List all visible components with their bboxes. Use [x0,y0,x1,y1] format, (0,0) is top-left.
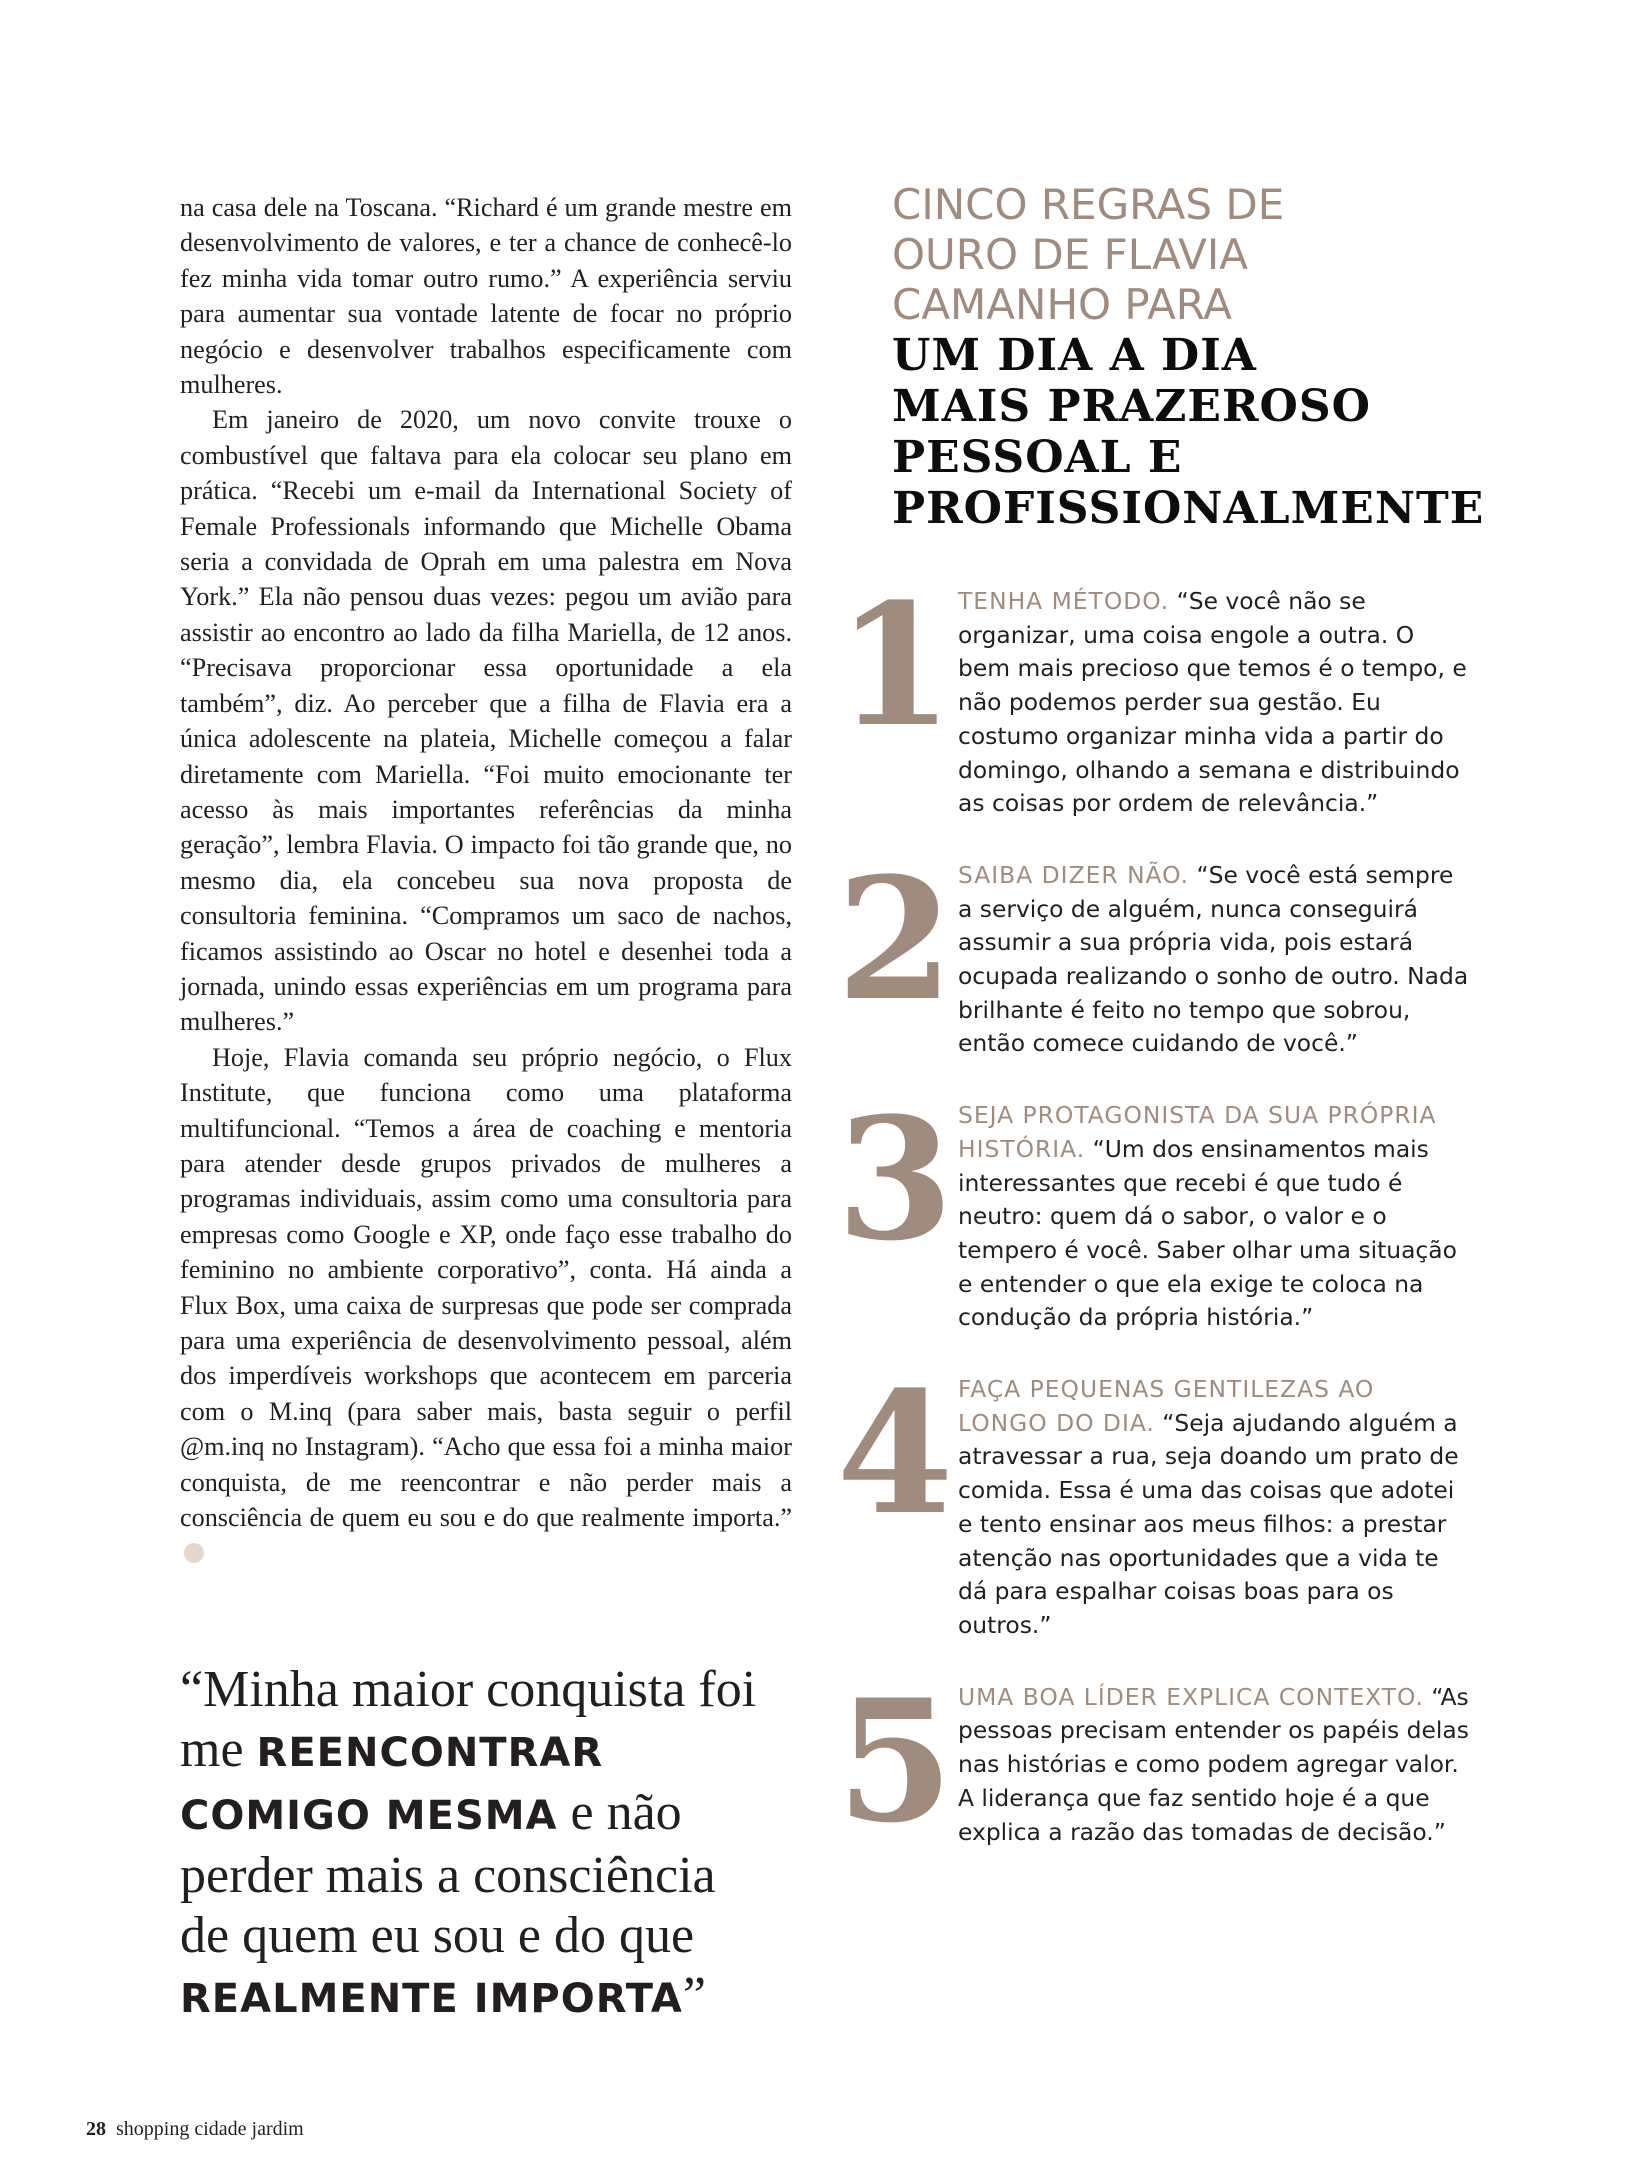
rule-number-2: 2 [836,839,954,1038]
rule-item-3 [830,1080,1470,1335]
rule-body-5 [958,1681,1470,1850]
rule-text-3: “Um dos ensinamentos mais interessantes que recebi é que tudo é neutro: quem dá o sabor, o valor e o tempero é você. Saber olhar uma situação e entender o que ela exige te coloca na condução da própria história.” [958,1134,1457,1332]
pull-quote [180,1660,760,2029]
rule-number-1: 1 [836,566,954,764]
rule-heading-2: SAIBA DIZER NÃO. [958,860,1190,889]
article-paragraph-1: na casa dele na Toscana. “Richard é um grande mestre em desenvolvimento de valores, e ter a chance de conhecê-lo fez minha vida tomar outro rumo.” A experiência serviu para aumentar sua vontade latente de focar no próprio negócio e desenvolver trabalhos especificamente com mulheres. [180,193,792,400]
sidebar-title-heavy-1: UM DIA A DIA [892,330,1257,381]
rule-body-3 [958,1099,1470,1335]
article-paragraph-3 [180,1040,792,1571]
page-footer [86,2118,304,2141]
rule-text-2: “Se você está sempre a serviço de alguém, nunca conseguirá assumir a sua própria vida, pois estará ocupada realizando o sonho de outro. Nada brilhante é feito no tempo que sobrou, então comece cuidando de você.” [958,860,1469,1058]
pull-quote-part-2: e não perder mais a consciência de quem eu sou e do que [180,1784,716,1964]
pull-quote-bold-1: REENCONTRAR COMIGO MESMA [180,1730,604,1839]
pull-quote-bold-2: REALMENTE IMPORTA [180,1976,683,2022]
rule-text-1: “Se você não se organizar, uma coisa engole a outra. O bem mais precioso que temos é o tempo, e não podemos perder sua gestão. Eu costumo organizar minha vida a partir do domingo, olhando a semana e distribuindo as coisas por ordem de relevância.” [958,587,1467,818]
rule-heading-4: FAÇA PEQUENAS GENTILEZAS AO LONGO DO DIA. [958,1375,1375,1437]
rule-number-3: 3 [836,1080,954,1279]
rule-body-1 [958,585,1470,821]
pull-quote-part-3: ” [682,1967,706,2024]
article-paragraph-2: Em janeiro de 2020, um novo convite trouxe o combustível que faltava para ela colocar seu plano em prática. “Recebi um e-mail da International Society of Female Professionals informando que Michelle Obama seria a convidada de Oprah em uma palestra em Nova York.” Ela não pensou duas vezes: pegou um avião para assistir ao encontro ao lado da filha Mariella, de 12 anos. “Precisava proporcionar essa oportunidade a ela também”, diz. Ao perceber que a filha de Flavia era a única adolescente na plateia, Michelle começou a falar diretamente com Mariella. “Foi muito emocionante ter acesso às mais importantes referências da minha geração”, lembra Flavia. O impacto foi tão grande que, no mesmo dia, ela concebeu sua nova proposta de consultoria feminina. “Compramos um saco de nachos, ficamos assistindo ao Oscar no hotel e desenhei toda a jornada, unindo essas experiências em um programa para mulheres.” [180,405,792,1037]
rule-number-4: 4 [836,1354,954,1553]
rule-heading-1: TENHA MÉTODO. [958,587,1170,615]
sidebar-title-light-2: OURO DE FLAVIA [892,230,1249,279]
sidebar-title-heavy-4: PROFISSIONALMENTE [892,483,1485,534]
article-paragraph-3-text: Hoje, Flavia comanda seu próprio negócio, o Flux Institute, que funciona como uma plataforma multifuncional. “Temos a área de coaching e mentoria para atender desde grupos privados de mulheres a programas individuais, assim como uma consultoria para empresas como Google e XP, onde faço esse trabalho do feminino no ambiente corporativo”, conta. Há ainda a Flux Box, uma caixa de surpresas que pode ser comprada para uma experiência de desenvolvimento pessoal, além dos imperdíveis workshops que acontecem em parceria com o M.inq (para saber mais, basta seguir o perfil @m.inq no Instagram). “Acho que essa foi a minha maior conquista, de me reencontrar e não perder mais a consciência de quem eu sou e do que realmente importa.” [180,1042,792,1533]
rules-list [830,566,1470,1860]
publication-name: shopping cidade jardim [116,2118,304,2140]
rule-heading-5: UMA BOA LÍDER EXPLICA CONTEXTO. [958,1682,1424,1711]
rule-text-5: “As pessoas precisam entender os papéis delas nas histórias e como podem agregar valor. A liderança que faz sentido hoje é a que explica a razão das tomadas de decisão.” [958,1682,1469,1846]
end-of-article-dot-icon [184,1543,204,1563]
rule-body-4 [958,1373,1470,1643]
rule-text-4: “Seja ajudando alguém a atravessar a rua, seja doando um prato de comida. Essa é uma das coisas que adotei e tento ensinar aos meus filhos: a prestar atenção nas oportunidades que a vida te dá para espalhar coisas boas para os outros.” [958,1408,1459,1639]
rule-item-2 [830,839,1470,1061]
sidebar-title-heavy-2: MAIS PRAZEROSO [892,381,1371,432]
rule-item-5 [830,1661,1470,1860]
page-number: 28 [86,2118,106,2140]
pull-quote-part-1: “Minha maior conquista foi me [180,1661,757,1778]
rule-number-5: 5 [836,1661,954,1860]
sidebar-title [892,180,1485,534]
rule-body-2 [958,859,1470,1061]
sidebar-title-heavy-3: PESSOAL E [892,432,1183,483]
sidebar-title-light-1: CINCO REGRAS DE [892,180,1285,229]
sidebar-title-light-3: CAMANHO PARA [892,280,1233,329]
rule-item-4 [830,1354,1470,1643]
article-body [180,190,792,1571]
rule-heading-3: SEJA PROTAGONISTA DA SUA PRÓPRIA HISTÓRIA. [958,1101,1437,1163]
rule-item-1 [830,566,1470,821]
